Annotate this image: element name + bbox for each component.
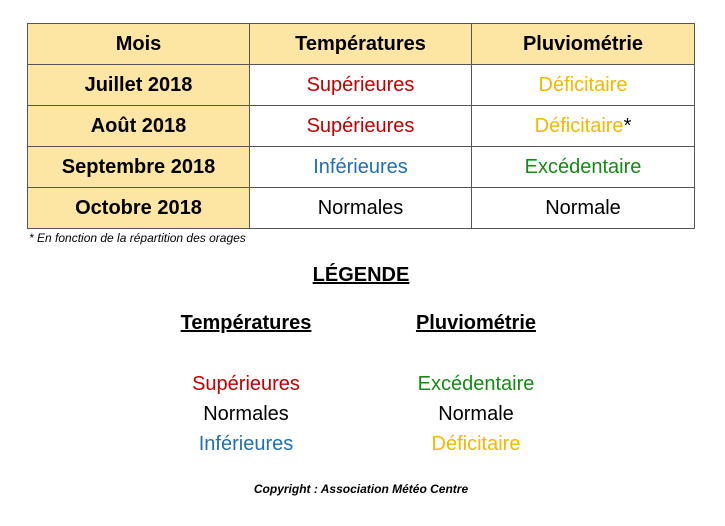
header-temperatures: Températures [250,24,472,65]
header-pluviometrie: Pluviométrie [472,24,695,65]
month-cell: Juillet 2018 [28,65,250,106]
copyright: Copyright : Association Météo Centre [253,482,469,496]
table-row [28,147,695,188]
rain-cell [472,65,695,106]
rain-value: Normale [545,196,621,219]
rain-value: Excédentaire [524,155,642,178]
forecast-table [27,23,695,229]
temperature-cell: Supérieures [250,65,472,106]
rain-value: Déficitaire [538,73,628,96]
month-cell: Août 2018 [28,106,250,147]
legend-pluviometrie-list [366,369,586,459]
legend-item-normales: Normales [203,403,289,425]
legend-temperatures [136,310,356,459]
legend-temperatures-heading: Températures [180,312,312,334]
footnote-marker: * [623,114,632,137]
month-cell: Septembre 2018 [28,147,250,188]
table-row [28,65,695,106]
table-row [28,188,695,229]
legend-item-deficitaire: Déficitaire [431,433,521,455]
temperature-cell: Normales [250,188,472,229]
legend-pluviometrie [366,310,586,459]
legend-pluviometrie-heading: Pluviométrie [415,312,537,334]
temperature-cell: Inférieures [250,147,472,188]
legend-item-normale: Normale [438,403,514,425]
rain-cell [472,106,695,147]
header-mois: Mois [28,24,250,65]
legend-item-superieures: Supérieures [192,373,300,395]
table-row [28,106,695,147]
table-header-row [28,24,695,65]
month-cell: Octobre 2018 [28,188,250,229]
legend-item-excedentaire: Excédentaire [417,373,535,395]
legend-item-inferieures: Inférieures [198,433,294,455]
legend-temperatures-list [136,369,356,459]
temperature-cell: Supérieures [250,106,472,147]
rain-cell [472,147,695,188]
legend-title: LÉGENDE [312,264,410,286]
rain-value: Déficitaire [534,114,624,137]
footnote: * En fonction de la répartition des orages [29,231,246,245]
rain-cell [472,188,695,229]
